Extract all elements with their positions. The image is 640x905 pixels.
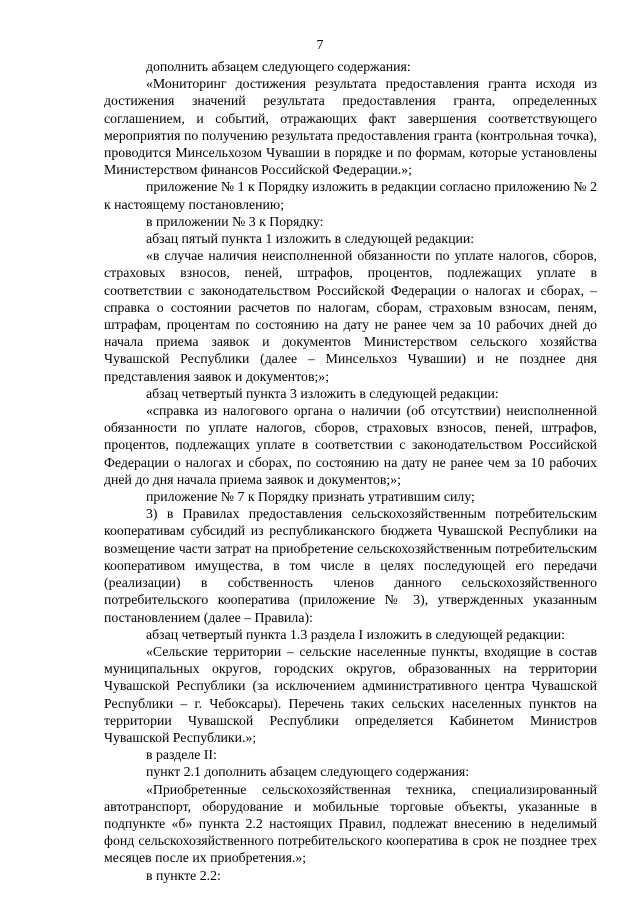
paragraph-11: абзац четвертый пункта 1.3 раздела I изложить в следующей редакции: (146, 626, 565, 642)
paragraph-4: в приложении № 3 к Порядку: (146, 213, 324, 229)
paragraph-2: «Мониторинг достижения результата предоставления гранта исходя из достижения значений результата предоставления гранта, определенных соглашением, и событий, отражающих факт завершения соответствующего мероприятия по получению результата предоставления гранта (контрольная точка), проводится Минсельхозом Чувашии в порядке и по формам, которые установлены Министерством финансов Российской Федерации.»; (104, 76, 597, 178)
paragraph-14: пункт 2.1 дополнить абзацем следующего содержания: (146, 764, 470, 780)
paragraph-13: в разделе II: (146, 747, 217, 763)
paragraph-3: приложение № 1 к Порядку изложить в редакции согласно приложению № 2 к настоящему постановлению; (104, 179, 597, 212)
paragraph-7: абзац четвертый пункта 3 изложить в следующей редакции: (146, 385, 499, 401)
paragraph-10: 3) в Правилах предоставления сельскохозяйственным потребительским кооперативам субсидий из республиканского бюджета Чувашской Республики на возмещение части затрат на приобретение сельскохозяйственным потребительским кооперативом имущества, в том числе в целях последующей его передачи (реализации) в собственность членов данного сельскохозяйственного потребительского кооператива (приложение № 3), утвержденных указанным постановлением (далее – Правила): (104, 506, 597, 625)
paragraph-16: в пункте 2.2: (146, 867, 221, 883)
paragraph-9: приложение № 7 к Порядку признать утратившим силу; (146, 489, 475, 505)
paragraph-5: абзац пятый пункта 1 изложить в следующей редакции: (146, 231, 475, 247)
paragraph-6: «в случае наличия неисполненной обязанности по уплате налогов, сборов, страховых взносов, пеней, штрафов, процентов, подлежащих уплате в соответствии с законодательством Российской Федерации о налогах и сборах, – справка о состоянии расчетов по налогам, сборам, страховым взносам, пеням, штрафам, процентам по состоянию на дату не ранее чем за 10 рабочих дней до начала приема заявок и документов Министерством сельского хозяйства Чувашской Республики (далее – Минсельхоз Чувашии) и не позднее дня представления заявок и документов;»; (104, 248, 597, 384)
paragraph-12: «Сельские территории – сельские населенные пункты, входящие в состав муниципальных округов, городских округов, образованных на территории Чувашской Республики (за исключением административного центра Чувашской Республики – г. Чебоксары). Перечень таких сельских населенных пунктов на территории Чувашской Республики определяется Кабинетом Министров Чувашской Республики.»; (104, 643, 597, 745)
paragraph-8: «справка из налогового органа о наличии (об отсутствии) неисполненной обязанности по уплате налогов, сборов, страховых взносов, пеней, штрафов, процентов, подлежащих уплате в соответствии с законодательством Российской Федерации о налогах и сборах, по состоянию на дату не ранее чем за 10 рабочих дней до дня начала приема заявок и документов;»; (104, 403, 597, 487)
paragraph-1: дополнить абзацем следующего содержания: (146, 59, 411, 74)
paragraph-15: «Приобретенные сельскохозяйственная техника, специализированный автотранспорт, оборудование и мобильные торговые объекты, указанные в подпункте «б» пункта 2.2 настоящих Правил, подлежат внесению в неделимый фонд сельскохозяйственного потребительского кооператива в срок не позднее трех месяцев после их приобретения.»; (104, 781, 597, 866)
page-number: 7 (316, 38, 324, 53)
document-body (104, 58, 597, 884)
